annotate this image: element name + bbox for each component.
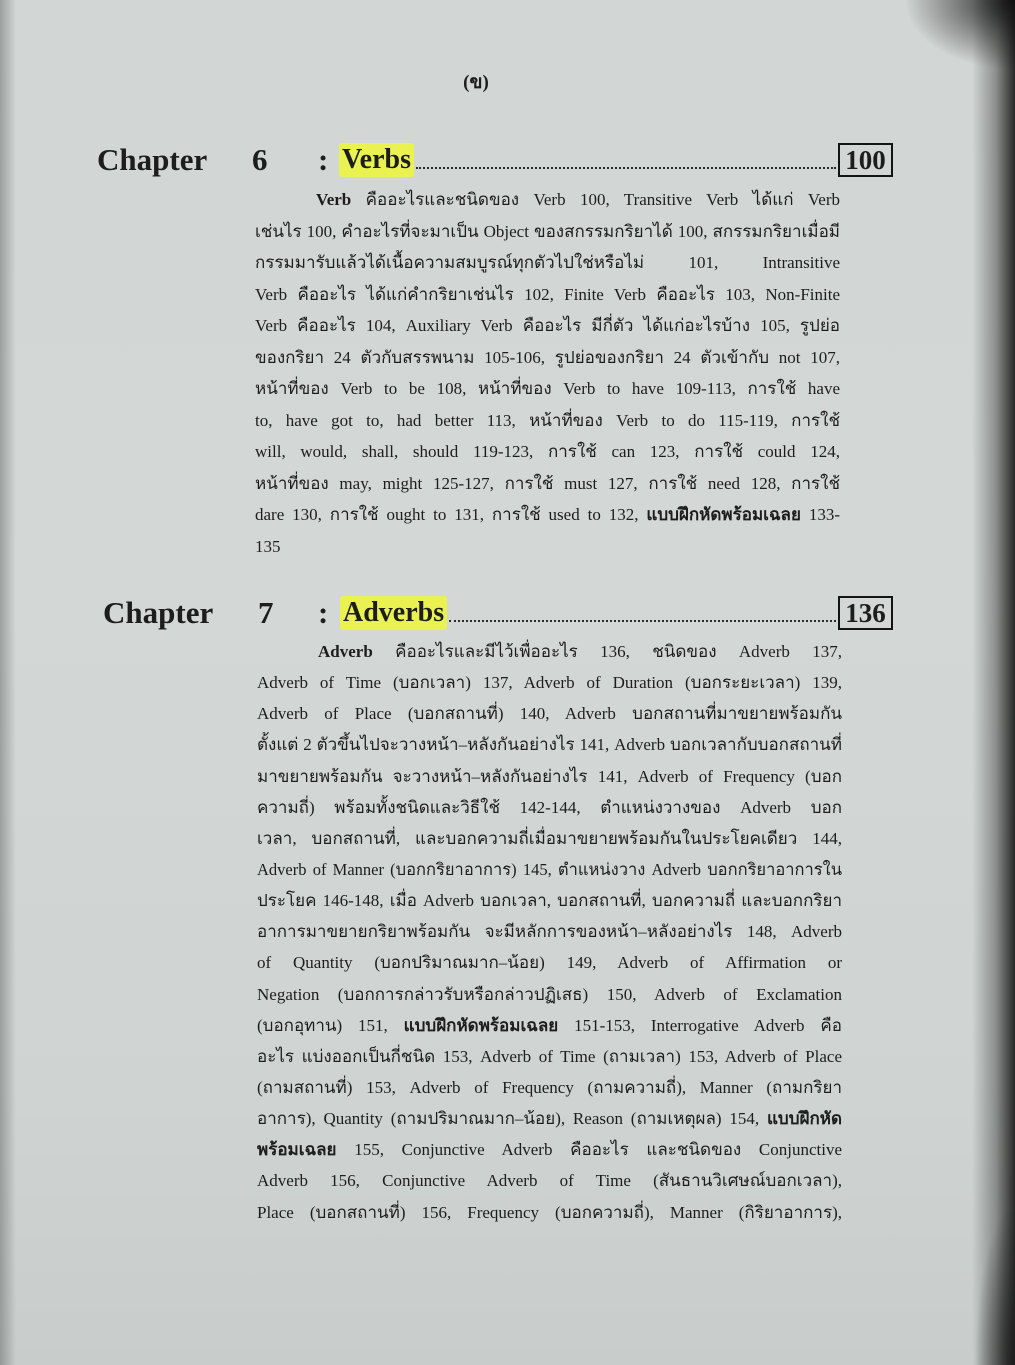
toc-line	[257, 698, 842, 729]
toc-line-emphasis: แบบฝึกหัดพร้อมเฉลย	[403, 1015, 559, 1035]
toc-line-text: Adverb of Time (บอกเวลา) 137, Adverb of Duration (บอกระยะเวลา) 139,	[257, 673, 842, 693]
toc-line	[257, 1010, 842, 1041]
toc-line-text: Place (บอกสถานที่) 156, Frequency (บอกความถี่), Manner (กิริยาอาการ),	[257, 1202, 842, 1222]
toc-line-text: 155, Conjunctive Adverb คืออะไร และชนิดของ Conjunctive	[336, 1140, 842, 1160]
toc-line-text: will, would, shall, should 119-123, การใช้ can 123, การใช้ could 124,	[255, 442, 840, 461]
chapter-label: Chapter	[97, 142, 208, 177]
toc-line	[255, 499, 840, 531]
chapter-title-row	[340, 596, 893, 630]
toc-line	[255, 216, 840, 248]
toc-line-emphasis: แบบฝึกหัดพร้อมเฉลย	[646, 505, 801, 524]
toc-line-text: เช่นไร 100, คำอะไรที่จะมาเป็น Object ของสกรรมกริยาได้ 100, สกรรมกริยาเมื่อมี	[255, 221, 840, 241]
toc-line	[255, 310, 840, 342]
toc-line-text: 151-153, Interrogative Adverb คือ	[558, 1015, 842, 1035]
toc-line-text: Verb คืออะไร ได้แก่คำกริยาเช่นไร 102, Finite Verb คืออะไร 103, Non-Finite	[255, 284, 840, 304]
toc-line-text: Adverb of Manner (บอกกริยาอาการ) 145, ตำแหน่งวาง Adverb บอกกริยาอาการใน	[257, 859, 842, 879]
toc-line	[255, 373, 840, 405]
toc-line-text: ของกริยา 24 ตัวกับสรรพนาม 105-106, รูปย่อของกริยา 24 ตัวเข้ากับ not 107,	[255, 347, 840, 367]
toc-line-text: ประโยค 146-148, เมื่อ Adverb บอกเวลา, บอกสถานที่, บอกความถี่ และบอกกริยา	[257, 891, 842, 911]
dotted-leader	[416, 167, 836, 169]
toc-line-text: คืออะไรและชนิดของ Verb 100, Transitive Verb ได้แก่ Verb	[351, 190, 840, 209]
toc-line	[257, 729, 842, 760]
toc-line-text: of Quantity (บอกปริมาณมาก–น้อย) 149, Adverb of Affirmation or	[257, 953, 842, 973]
toc-line-text: อาการ), Quantity (ถามปริมาณมาก–น้อย), Reason (ถามเหตุผล) 154,	[257, 1109, 767, 1129]
toc-line	[257, 823, 842, 854]
toc-line	[257, 885, 842, 916]
chapter-label: Chapter	[103, 595, 214, 630]
toc-line	[257, 916, 842, 947]
toc-line	[255, 279, 840, 311]
toc-line-text: อะไร แบ่งออกเป็นกี่ชนิด 153, Adverb of Time (ถามเวลา) 153, Adverb of Place	[257, 1046, 842, 1066]
toc-line	[257, 947, 842, 978]
toc-line	[255, 247, 840, 279]
toc-line-text: to, have got to, had better 113, หน้าที่ของ Verb to do 115-119, การใช้	[255, 410, 840, 430]
toc-line	[255, 468, 840, 500]
chapter-6-contents	[255, 184, 840, 562]
toc-line	[257, 761, 842, 792]
dotted-leader	[449, 620, 836, 622]
toc-line	[257, 979, 842, 1010]
chapter-title-row	[339, 143, 893, 177]
toc-line-text: ตั้งแต่ 2 ตัวขึ้นไปจะวางหน้า–หลังกันอย่างไร 141, Adverb บอกเวลากับบอกสถานที่	[257, 735, 842, 755]
toc-line-emphasis: Adverb	[318, 642, 373, 661]
chapter-title: Verbs	[339, 143, 414, 177]
chapter-separator: :	[318, 595, 329, 630]
toc-line-emphasis: พร้อมเฉลย	[257, 1140, 337, 1160]
toc-line-text: กรรมมารับแล้วได้เนื้อความสมบูรณ์ทุกตัวไปใช่หรือไม่ 101, Intransitive	[255, 253, 840, 272]
toc-line-text: (ถามสถานที่) 153, Adverb of Frequency (ถามความถี่), Manner (ถามกริยา	[257, 1077, 842, 1097]
toc-line-text: หน้าที่ของ may, might 125-127, การใช้ must 127, การใช้ need 128, การใช้	[255, 473, 840, 493]
chapter-7-contents	[257, 636, 842, 1228]
chapter-number: 7	[258, 595, 274, 630]
toc-line	[257, 1197, 842, 1228]
chapter-start-page: 136	[838, 596, 893, 630]
toc-line-text: มาขยายพร้อมกัน จะวางหน้า–หลังกันอย่างไร 141, Adverb of Frequency (บอก	[257, 766, 842, 786]
toc-line	[257, 667, 842, 698]
toc-line	[255, 405, 840, 437]
chapter-6-heading	[0, 143, 1015, 177]
toc-line-emphasis: Verb	[316, 190, 352, 209]
toc-line-text: หน้าที่ของ Verb to be 108, หน้าที่ของ Verb to have 109-113, การใช้ have	[255, 379, 840, 398]
toc-line-text: คืออะไรและมีไว้เพื่ออะไร 136, ชนิดของ Adverb 137,	[372, 642, 842, 661]
chapter-7-heading	[0, 596, 1015, 630]
toc-line	[255, 184, 840, 216]
toc-line-text: Adverb of Place (บอกสถานที่) 140, Adverb บอกสถานที่มาขยายพร้อมกัน	[257, 704, 842, 724]
toc-line-emphasis: แบบฝึกหัด	[766, 1109, 842, 1129]
toc-line-text: (บอกอุทาน) 151,	[257, 1015, 404, 1035]
toc-line	[257, 1103, 842, 1134]
chapter-number: 6	[252, 142, 268, 177]
toc-line	[257, 1165, 842, 1196]
toc-line	[257, 636, 842, 667]
toc-line	[257, 1041, 842, 1072]
chapter-separator: :	[318, 142, 329, 177]
chapter-title: Adverbs	[340, 596, 447, 630]
toc-line-text: Verb คืออะไร 104, Auxiliary Verb คืออะไร มีกี่ตัว ได้แก่อะไรบ้าง 105, รูปย่อ	[255, 316, 840, 335]
toc-line	[257, 792, 842, 823]
toc-line-text: อาการมาขยายกริยาพร้อมกัน จะมีหลักการของหน้า–หลังอย่างไร 148, Adverb	[257, 922, 842, 942]
toc-line	[255, 531, 840, 563]
toc-line-text: 135	[255, 536, 281, 556]
toc-line	[257, 1072, 842, 1103]
chapter-start-page: 100	[838, 143, 893, 177]
toc-line	[255, 342, 840, 374]
toc-line-text: ความถี่) พร้อมทั้งชนิดและวิธีใช้ 142-144, ตำแหน่งวางของ Adverb บอก	[257, 797, 842, 817]
toc-line-text: Adverb 156, Conjunctive Adverb of Time (สันธานวิเศษณ์บอกเวลา),	[257, 1171, 842, 1191]
toc-line-text: Negation (บอกการกล่าวรับหรือกล่าวปฏิเสธ) 150, Adverb of Exclamation	[257, 984, 842, 1004]
toc-line	[257, 1134, 842, 1165]
toc-line	[257, 854, 842, 885]
toc-line-text: เวลา, บอกสถานที่, และบอกความถี่เมื่อมาขยายพร้อมกันในประโยคเดียว 144,	[257, 828, 842, 848]
toc-line-text: 133-	[800, 505, 840, 524]
toc-line	[255, 436, 840, 468]
page-label: (ข)	[463, 72, 489, 93]
toc-line-text: dare 130, การใช้ ought to 131, การใช้ used to 132,	[255, 505, 647, 524]
